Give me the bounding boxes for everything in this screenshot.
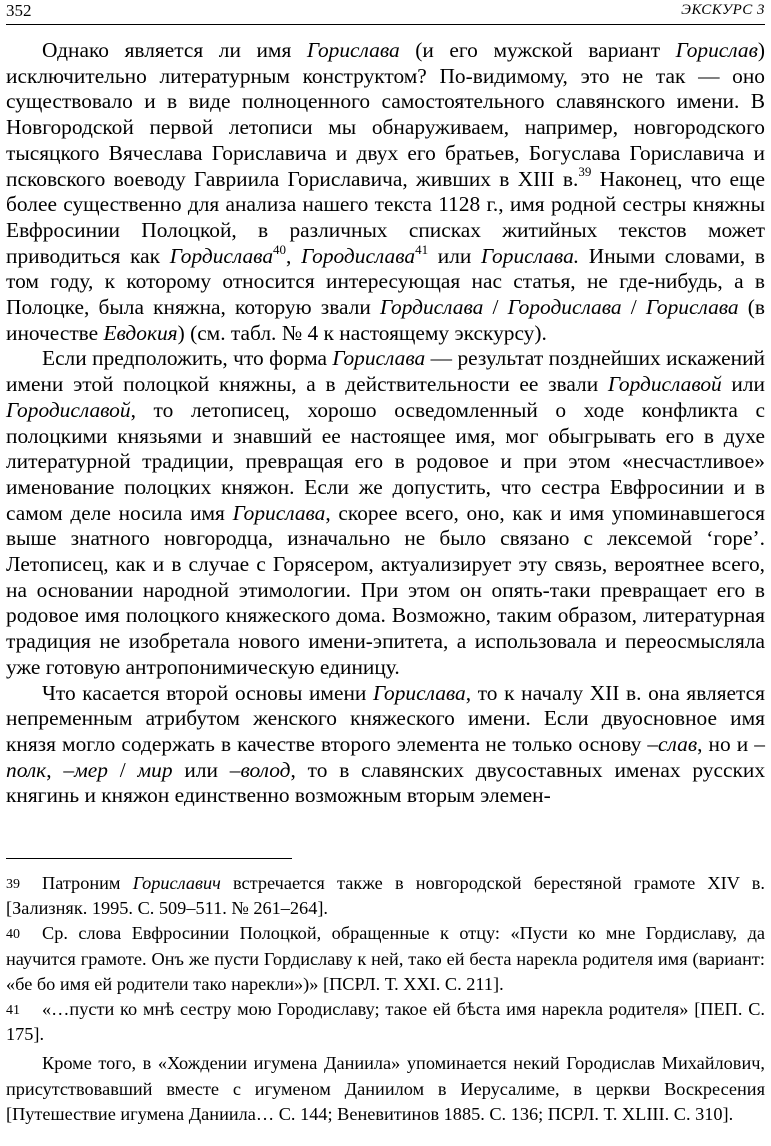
footnote-text bbox=[6, 873, 765, 918]
italic-term: Горислава bbox=[372, 680, 466, 705]
text-run: или bbox=[172, 757, 230, 782]
italic-term: Гордислава bbox=[169, 243, 274, 268]
text-run: Кроме того, в «Хождении игумена Даниила» упоминается некий Городислав Михайлович, присутствовавший вместе с игуменом Даниилом в Иерусалиме, в церкви Воскресения [Путешествие игумена Даниила… С. 144; Веневитинов 1885. С. 136; ПСРЛ. Т. XLIII. С. 310]. bbox=[6, 1053, 765, 1124]
paragraph bbox=[6, 346, 765, 680]
footnote-ref: 39 bbox=[578, 164, 592, 180]
text-run: ) (см. табл. № 4 к настоящему экскурсу). bbox=[177, 320, 547, 345]
italic-term: Городиславой bbox=[6, 397, 131, 422]
footnote-number: 40 bbox=[6, 927, 20, 943]
footnote-ref: 41 bbox=[415, 241, 429, 257]
italic-term: –слав bbox=[647, 731, 698, 756]
footnote bbox=[6, 871, 765, 921]
text-run: (и его мужской вариант bbox=[399, 38, 676, 62]
italic-term: Горислава bbox=[645, 295, 739, 320]
text-run: , bbox=[46, 757, 64, 782]
text-run: , но и bbox=[697, 731, 755, 756]
text-run: / bbox=[483, 295, 508, 320]
footnote bbox=[6, 921, 765, 997]
text-run: или bbox=[428, 243, 481, 268]
text-run: Наконец, что еще более существенно для анализа нашего текста 1128 г., имя родной сестры княжны Евфросинии Полоцкой, в различных списках житийных текстов может приводиться как bbox=[6, 166, 765, 268]
footnote-text bbox=[6, 999, 765, 1044]
header-rule bbox=[6, 24, 765, 25]
text-run: Что касается второй основы имени bbox=[42, 680, 373, 705]
text-run: Иными словами, в том году, к которому относится интересующая нас статья, не где-нибудь, а в Полоцке, была княжна, которую звали bbox=[6, 243, 766, 320]
footnotes bbox=[6, 871, 765, 1127]
paragraph bbox=[6, 38, 765, 346]
italic-term: Гордислава bbox=[380, 295, 484, 320]
text-run: Ср. слова Евфросинии Полоцкой, обращенные к отцу: «Пусти ко мне Гордиславу, да научится грамоте. Онъ же пусти Гордиславу к ней, тако ей беста нарекла родителя имя (вариант: «бе бо имя ей родители тако нарекли»)» [ПСРЛ. Т. XXI. С. 211]. bbox=[6, 923, 765, 994]
text-run: Однако является ли имя bbox=[42, 38, 307, 62]
italic-term: Горислав bbox=[675, 38, 758, 62]
text-run: , то к началу XII в. она является непременным атрибутом женского княжеского имени. Если двуосновное имя князя могло содержать в качестве второго элемента не только основу bbox=[6, 680, 765, 756]
italic-term: Горислава bbox=[306, 38, 400, 62]
footnote-text bbox=[6, 923, 765, 993]
main-text bbox=[6, 38, 765, 809]
text-run: , скорее всего, оно, как и имя упоминавшегося выше знатного новгородца, изначально не было связано с лексемой ‘горе’. Летописец, как и в случае с Горясером, актуализирует эту связь, вероятнее всего, на основании народной этимологии. При этом он опять-таки превращает его в родовое имя полоцкого княжеского дома. Возможно, таким образом, литературная традиция не изобретала нового имени-эпитета, а использовала и переосмысляла уже готовую антропонимическую единицу. bbox=[6, 500, 766, 679]
footnote-rule bbox=[6, 858, 292, 859]
italic-term: Гориславич bbox=[132, 873, 221, 893]
text-run: , bbox=[286, 243, 302, 268]
italic-term: Городислава bbox=[507, 295, 622, 320]
italic-term: Горислава bbox=[332, 346, 426, 371]
italic-term: Городислава bbox=[301, 243, 416, 268]
footnote-continuation bbox=[6, 1051, 765, 1127]
italic-term: Евдокия bbox=[103, 320, 178, 345]
footnote bbox=[6, 997, 765, 1047]
footnote-number: 39 bbox=[6, 877, 20, 892]
page-header bbox=[6, 0, 765, 24]
text-run: — результат позднейших искажений имени этой полоцкой княжны, а в действительности ее звали bbox=[6, 346, 765, 397]
footnote-number: 41 bbox=[6, 1003, 20, 1019]
text-run: / bbox=[107, 757, 138, 782]
italic-term: Горислава. bbox=[481, 243, 580, 268]
text-run: Если предположить, что форма bbox=[42, 346, 333, 371]
italic-term: Горислава bbox=[232, 500, 326, 525]
text-run: (в иночестве bbox=[6, 295, 765, 345]
text-run: встречается также в новгородской берестяной грамоте XIV в. [Зализняк. 1995. С. 509–511. № 261–264]. bbox=[6, 873, 765, 919]
text-run: или bbox=[721, 372, 765, 397]
running-head: ЭКСКУРС 3 bbox=[681, 2, 765, 18]
text-run: / bbox=[621, 295, 646, 320]
italic-term: –полк bbox=[6, 731, 765, 782]
footnote-ref: 40 bbox=[273, 241, 287, 257]
page-number: 352 bbox=[6, 1, 32, 20]
text-run: Патроним bbox=[42, 873, 133, 893]
text-run: , то летописец, хорошо осведомленный о ходе конфликта с полоцкими князьями и знавший ее настоящее имя, мог обыгрывать его в духе литературной традиции, превращая его в родовое и при этом «несчастливое» именование полоцких княжон. Если же допустить, что сестра Евфросинии и в самом деле носила имя bbox=[6, 397, 765, 525]
italic-term: –мер bbox=[63, 757, 108, 782]
text-run: ) исключительно литературным конструктом? По-видимому, это не так — оно существовало и в виде полноценного самостоятельного славянского имени. В Новгородской первой летописи мы обнаруживаем, например, новгородского тысяцкого Вячеслава Гориславича и двух его братьев, Богуслава Гориславича и псковского воеводу Гавриила Гориславича, живших в XIII в. bbox=[6, 38, 765, 191]
paragraph bbox=[6, 681, 765, 810]
italic-term: Гордиславой bbox=[607, 372, 722, 397]
italic-term: мир bbox=[137, 757, 173, 782]
text-run: «…пусти ко мнѣ сестру мою Городиславу; такое ей бѣста имя нарекла родителя» [ПЕП. С. 175]. bbox=[6, 999, 765, 1045]
italic-term: –волод bbox=[229, 757, 291, 782]
text-run: , то в славянских двусоставных именах русских княгинь и княжон единственно возможным вторым элемен- bbox=[6, 757, 766, 808]
